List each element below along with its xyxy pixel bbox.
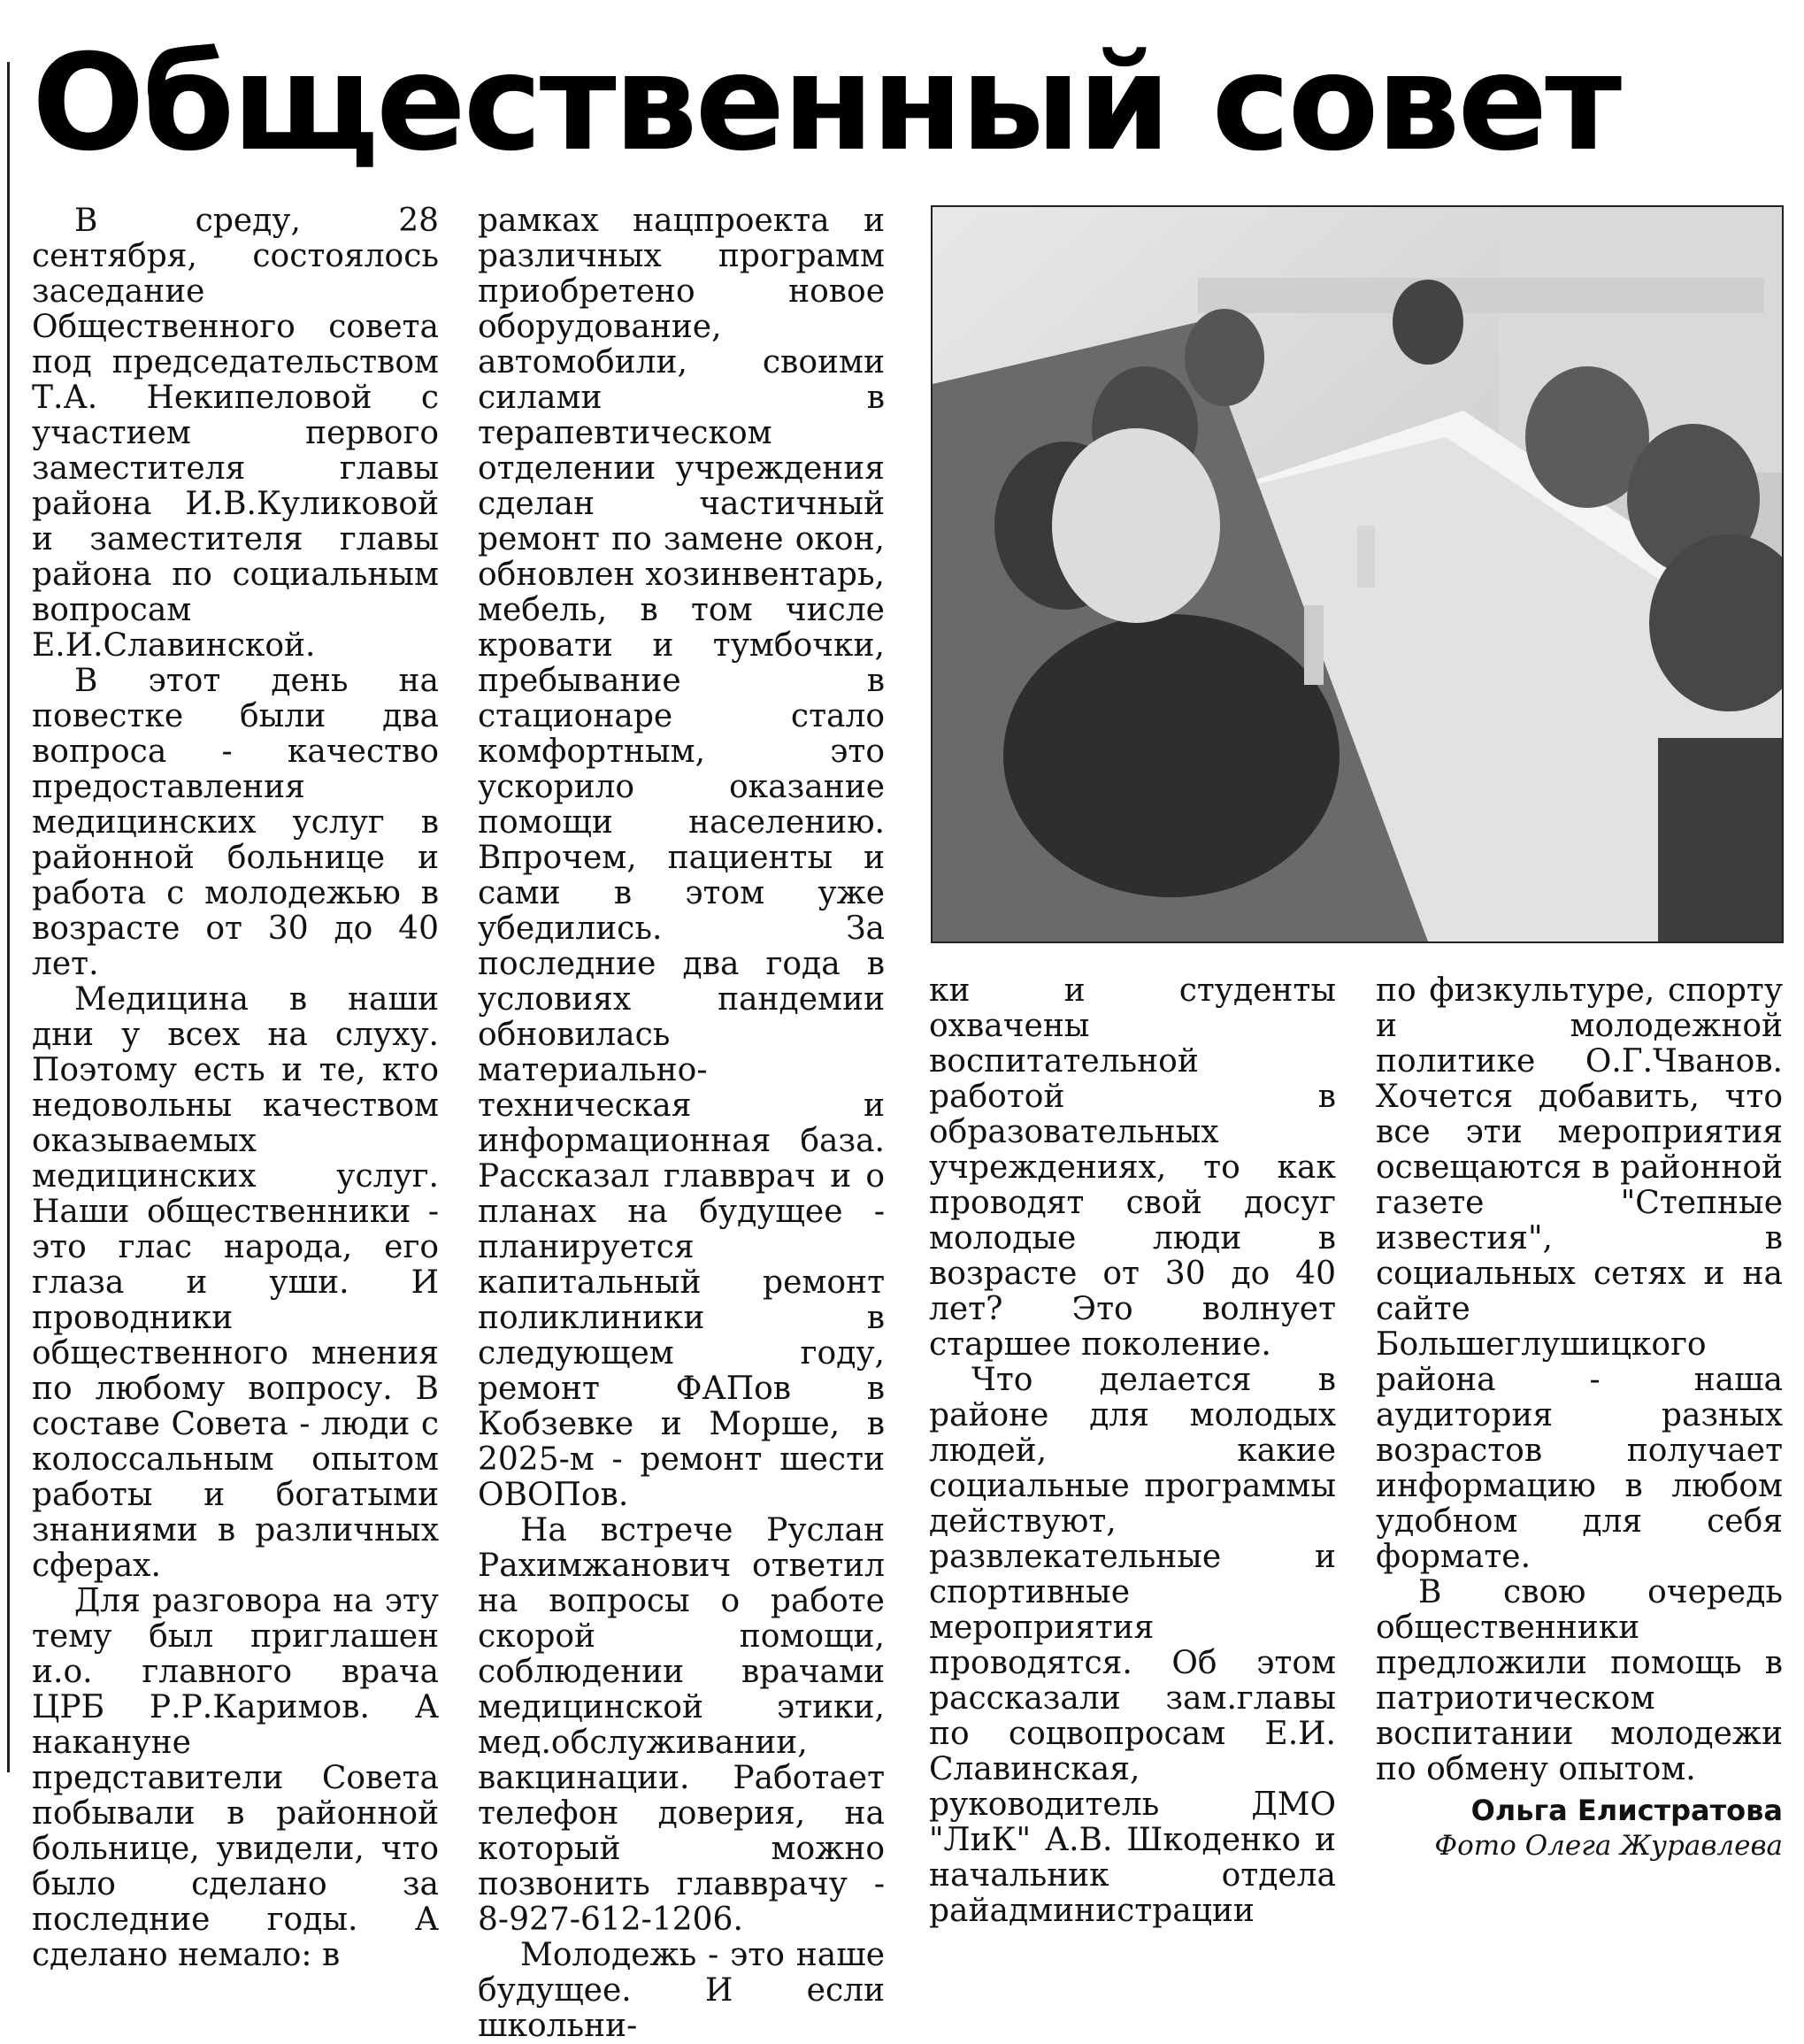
paragraph: На встрече Руслан Рахимжанович ответил на вопросы о работе скорой помощи, соблюдении врачами медицинской этики, мед.обслуживании, вакцинации. Работает телефон доверия, на который можно позвонить главврачу - 8-927-612-1206. [478, 1512, 885, 1938]
meeting-photo-image [933, 207, 1782, 941]
paragraph: Медицина в наши дни у всех на слуху. Поэтому есть и те, кто недовольны качеством оказываемых медицинских услуг. Наши общественники - это глас народа, его глаза и уши. И проводники общественного мнения по любому вопросу. В составе Совета - люди с колоссальным опытом работы и богатыми знаниями в различных сферах. [32, 981, 439, 1584]
meeting-photo [931, 205, 1784, 943]
text-column-2 [478, 204, 885, 2044]
paragraph: В свою очередь общественники предложили помощь в патриотическом воспитании молодежи по обмену опытом. [1376, 1574, 1783, 1787]
text-column-3 [929, 973, 1336, 1929]
paragraph: В этот день на повестке были два вопроса - качество предоставления медицинских услуг в районной больнице и работа с молодежью в возрасте от 30 до 40 лет. [32, 663, 439, 982]
paragraph: В среду, 28 сентября, состоялось заседание Общественного совета под председательством Т.А. Некипеловой с участием первого заместителя главы района И.В.Куликовой и заместителя главы района по социальным вопросам Е.И.Славинской. [32, 203, 439, 664]
photo-credit: Фото Олега Журавлева [1434, 1830, 1783, 1862]
headline: Общественный совет [32, 27, 1620, 181]
text-column-4 [1376, 973, 1783, 1863]
paragraph: по физкультуре, спорту и молодежной политике О.Г.Чванов. Хочется добавить, что все эти мероприятия освещаются в районной газете "Степные известия", в социальных сетях и на сайте Большеглушицкого района - наша аудитория разных возрастов получает информацию в любом удобном для себя формате. [1376, 972, 1783, 1575]
paragraph: Молодежь - это наше будущее. И если школьни- [478, 1937, 885, 2044]
paragraph: рамках нацпроекта и различных программ приобретено новое оборудование, автомобили, своими силами в терапевтическом отделении учреждения сделан частичный ремонт по замене окон, обновлен хозинвентарь, мебель, в том числе кровати и тумбочки, пребывание в стационаре стало комфортным, это ускорило оказание помощи населению. Впрочем, пациенты и сами в этом уже убедились. За последние два года в условиях пандемии обновилась материально-техническая и информационная база. Рассказал главврач и о планах на будущее - планируется капитальный ремонт поликлиники в следующем году, ремонт ФАПов в Кобзевке и Морше, в 2025-м - ремонт шести ОВОПов. [478, 203, 885, 1513]
author-byline: Ольга Елистратова [1470, 1794, 1783, 1827]
paragraph: Что делается в районе для молодых людей, какие социальные программы действуют, развлекательные и спортивные мероприятия проводятся. Об этом рассказали зам.главы по соцвопросам Е.И. Славинская, руководитель ДМО "ЛиК" А.В. Шкоденко и начальник отдела райадминистрации [929, 1362, 1336, 1929]
paragraph: Для разговора на эту тему был приглашен и.о. главного врача ЦРБ Р.Р.Каримов. А накануне представители Совета побывали в районной больнице, увидели, что было сделано за последние годы. А сделано немало: в [32, 1583, 439, 1973]
text-column-1 [32, 204, 439, 1973]
paragraph: ки и студенты охвачены воспитательной работой в образовательных учреждениях, то как проводят свой досуг молодые люди в возрасте от 30 до 40 лет? Это волнует старшее поколение. [929, 972, 1336, 1363]
left-column-rule [7, 62, 10, 1772]
